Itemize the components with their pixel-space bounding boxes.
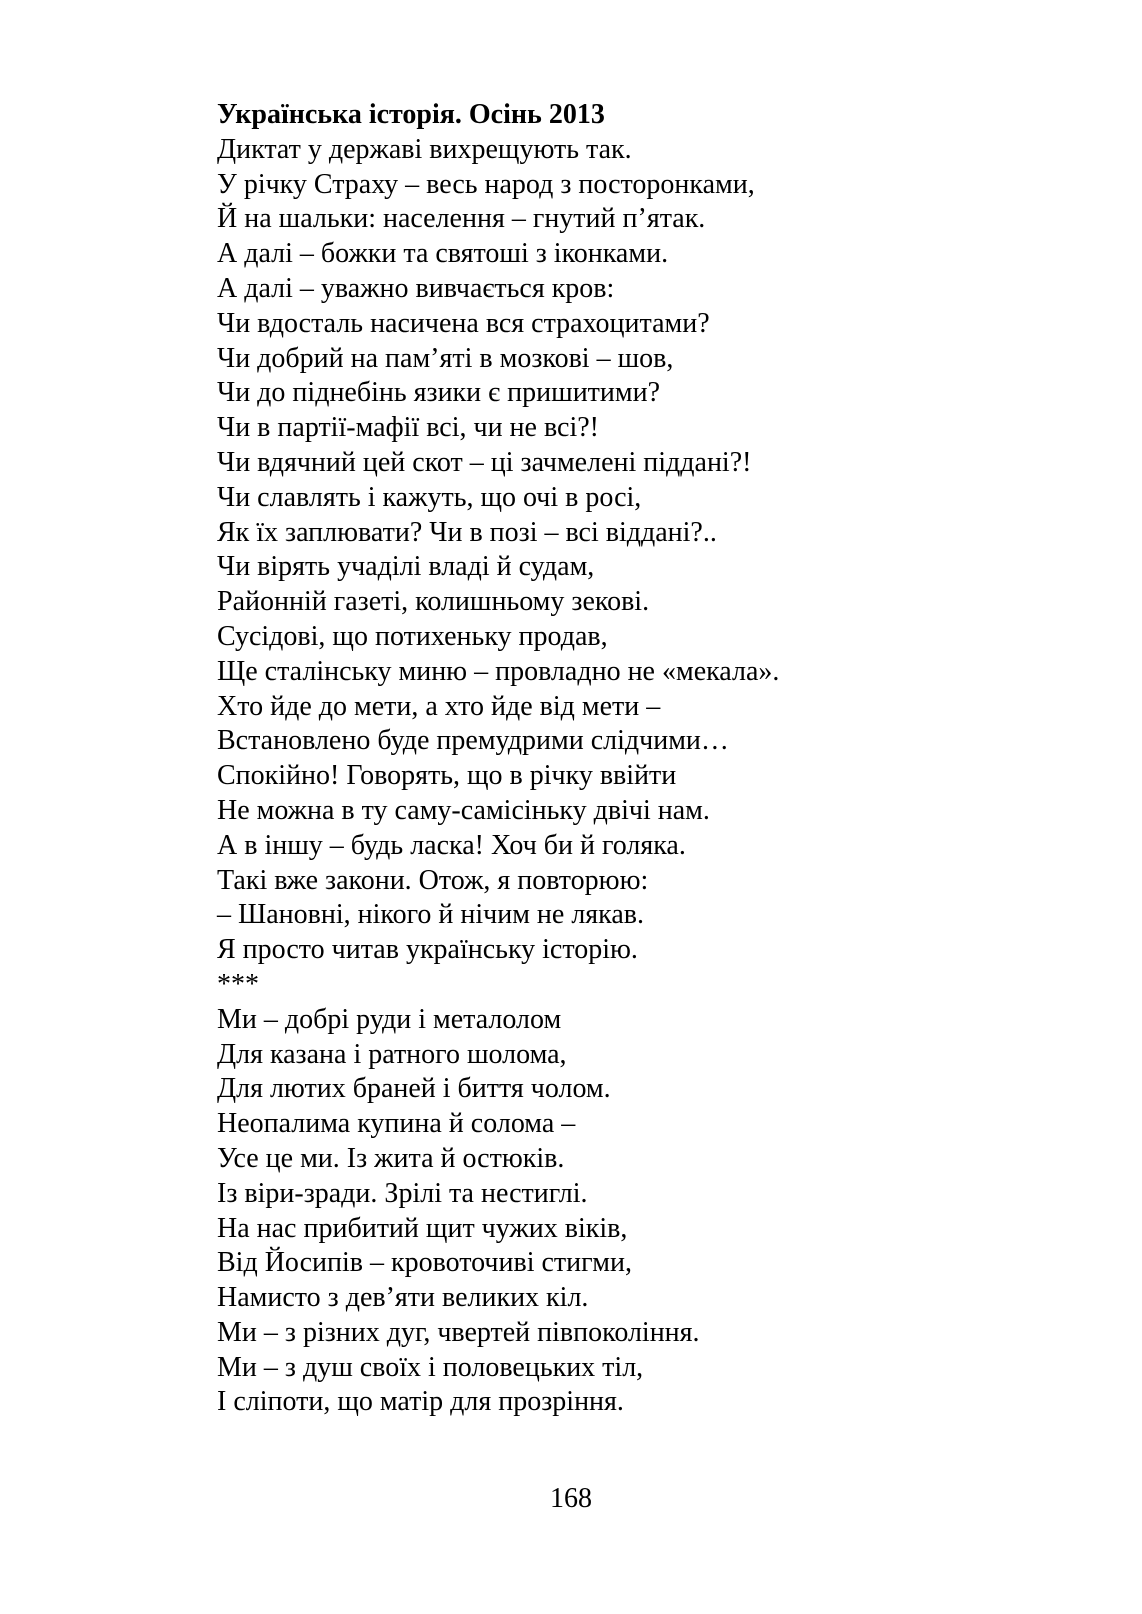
poem-line: На нас прибитий щит чужих віків, <box>217 1212 628 1244</box>
poem-line: Для лютих браней і биття чолом. <box>217 1073 611 1105</box>
poem-line: Встановлено буде премудрими слідчими… <box>217 725 729 757</box>
poem-line: А в іншу – будь ласка! Хоч би й голяка. <box>217 829 686 861</box>
poem-line: – Шановні, нікого й нічим не лякав. <box>217 899 644 931</box>
poem-line: Не можна в ту саму-самісіньку двічі нам. <box>217 794 710 826</box>
poem-line: Ми – з душ своїх і половецьких тіл, <box>217 1351 644 1383</box>
poem-line: А далі – божки та святоші з іконками. <box>217 238 669 270</box>
poem-line: Ми – добрі руди і металолом <box>217 1003 562 1035</box>
poem-line: Чи вірять учаділі владі й судам, <box>217 551 595 583</box>
poem-line: Чи вдячний цей скот – ці зачмелені піддані?! <box>217 446 752 478</box>
poem-line: Такі вже закони. Отож, я повторюю: <box>217 864 649 896</box>
page-number: 168 <box>550 1483 592 1514</box>
poem-line: І сліпоти, що матір для прозріння. <box>217 1386 624 1418</box>
poem-title: Українська історія. Осінь 2013 <box>217 99 605 130</box>
poem-line: Хто йде до мети, а хто йде від мети – <box>217 690 661 722</box>
poem-line: Районній газеті, колишньому зекові. <box>217 586 650 618</box>
poem-line: Чи вдосталь насичена вся страхоцитами? <box>217 307 710 339</box>
poem-line: Чи в партії-мафії всі, чи не всі?! <box>217 412 599 444</box>
section-separator: *** <box>217 968 259 1000</box>
poem-line: Як їх заплювати? Чи в позі – всі віддані?.. <box>217 516 717 548</box>
poem-line: Чи славлять і кажуть, що очі в росі, <box>217 481 642 513</box>
poem-line: Для казана і ратного шолома, <box>217 1038 567 1070</box>
poem-line: Ще сталінську миню – провладно не «мекала». <box>217 655 780 687</box>
poem-line: Й на шальки: населення – гнутий п’ятак. <box>217 203 706 235</box>
poem-line: Сусідові, що потихеньку продав, <box>217 620 608 652</box>
poem-line: Ми – з різних дуг, чвертей півпокоління. <box>217 1316 700 1348</box>
poem-line: Намисто з дев’яти великих кіл. <box>217 1282 589 1314</box>
poem-line: Усе це ми. Із жита й остюків. <box>217 1142 565 1174</box>
poem-line: Неопалима купина й солома – <box>217 1108 576 1140</box>
poem-line: У річку Страху – весь народ з посторонками, <box>217 168 755 200</box>
poem-line: Я просто читав українську історію. <box>217 934 638 966</box>
poem-line: Диктат у державі вихрещують так. <box>217 133 632 165</box>
poem-line: Від Йосипів – кровоточиві стигми, <box>217 1247 632 1279</box>
poem-line: А далі – уважно вивчається кров: <box>217 272 615 304</box>
text-block <box>217 98 1077 1420</box>
poem-line: Із віри-зради. Зрілі та нестиглі. <box>217 1177 588 1209</box>
poem-line: Чи до піднебінь язики є пришитими? <box>217 377 661 409</box>
poem-line: Спокійно! Говорять, що в річку ввійти <box>217 760 677 792</box>
poem-line: Чи добрий на пам’яті в мозкові – шов, <box>217 342 674 374</box>
